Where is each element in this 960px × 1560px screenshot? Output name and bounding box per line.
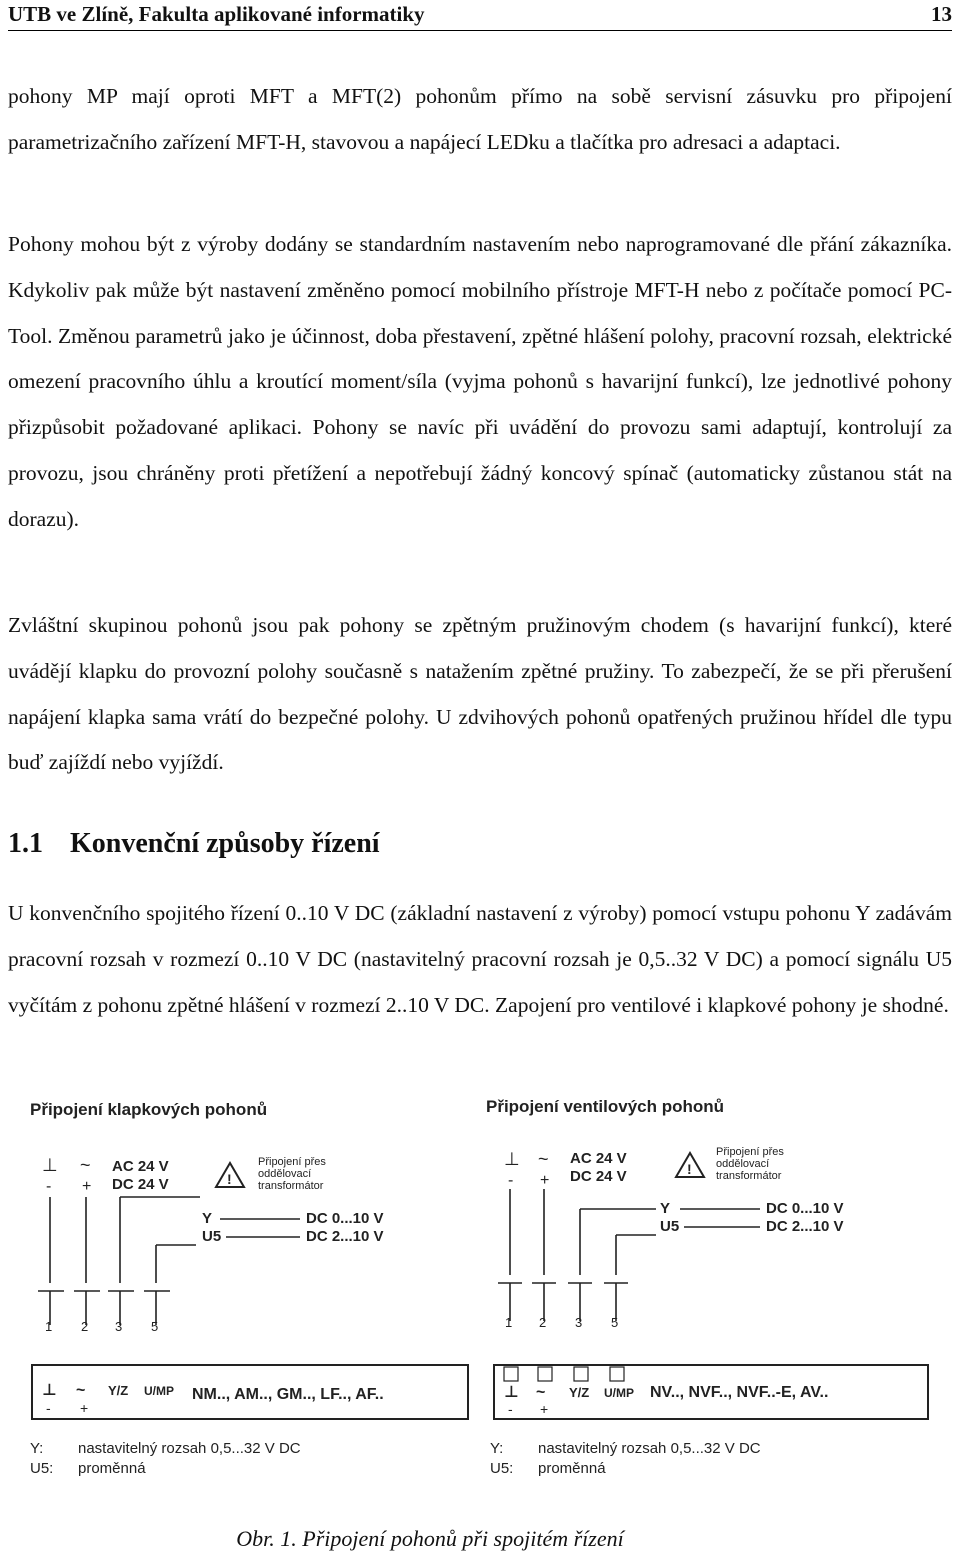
right-note-line-3: transformátor bbox=[716, 1170, 782, 1182]
right-terminal-box-3 bbox=[574, 1367, 588, 1381]
left-warning-mark: ! bbox=[227, 1171, 232, 1187]
right-bottom-tilde: ~ bbox=[536, 1384, 546, 1401]
right-bottom-plus: + bbox=[540, 1401, 549, 1417]
left-note-line-3: transformátor bbox=[258, 1180, 324, 1192]
right-models: NV.., NVF.., NVF..-E, AV.. bbox=[650, 1384, 829, 1401]
left-models: NM.., AM.., GM.., LF.., AF.. bbox=[192, 1386, 384, 1403]
left-bottom-ground: ⊥ bbox=[42, 1382, 57, 1399]
figure-caption: Obr. 1. Připojení pohonů při spojitém řízení bbox=[236, 1526, 624, 1551]
left-bottom-minus: - bbox=[46, 1400, 51, 1416]
left-y-range: DC 0...10 V bbox=[306, 1210, 384, 1227]
left-u5-range: DC 2...10 V bbox=[306, 1228, 384, 1245]
right-terminal-2: 2 bbox=[539, 1315, 547, 1330]
left-y-label: Y bbox=[202, 1210, 213, 1227]
right-y-label: Y bbox=[660, 1200, 671, 1217]
section-number: 1.1 bbox=[8, 828, 43, 859]
right-dc-label: DC 24 V bbox=[570, 1168, 627, 1185]
left-diagram bbox=[30, 1100, 468, 1419]
paragraph-1: pohony MP mají oproti MFT a MFT(2) pohonům přímo na sobě servisní zásuvku pro připojení parametrizačního zařízení MFT-H, stavovou a napájecí LEDku a tlačítka pro adresaci a adaptaci. bbox=[8, 84, 952, 154]
left-wires bbox=[38, 1197, 300, 1325]
page-header bbox=[8, 0, 952, 31]
right-terminal-box-2 bbox=[538, 1367, 552, 1381]
right-diagram bbox=[486, 1097, 928, 1419]
left-terminal-3: 3 bbox=[115, 1319, 123, 1334]
right-terminal-3: 3 bbox=[575, 1315, 583, 1330]
right-ground-symbol: ⊥ bbox=[504, 1149, 520, 1169]
left-terminal-5: 5 bbox=[151, 1319, 159, 1334]
paragraph-2: Pohony mohou být z výroby dodány se standardním nastavením nebo naprogramované dle přání zákazníka. Kdykoliv pak může být nastavení změněno pomocí mobilního přístroje MFT-H nebo z počítače pomocí PC-Tool. Změnou parametrů jako je účinnost, doba přestavení, zpětné hlášení polohy, pracovní rozsah, elektrické omezení pracovního úhlu a kroutící moment/síla (vyjma pohonů s havarijní funkcí), lze jednotlivé pohony přizpůsobit požadované aplikaci. Pohony se navíc při uvádění do provozu sami adaptují, kontrolují za provozu, jsou chráněny proti přetížení a nepotřebují žádný koncový spínač (automaticky zůstanou stát na dorazu). bbox=[8, 232, 952, 531]
legend-y-key: Y: bbox=[30, 1440, 44, 1457]
left-dc-label: DC 24 V bbox=[112, 1176, 169, 1193]
right-u5-label: U5 bbox=[660, 1218, 680, 1235]
legend-u5-value: proměnná bbox=[78, 1460, 146, 1477]
section-title: Konvenční způsoby řízení bbox=[70, 828, 380, 859]
left-terminal-1: 1 bbox=[45, 1319, 53, 1334]
right-bottom-yz: Y/Z bbox=[569, 1385, 590, 1400]
left-u5-label: U5 bbox=[202, 1228, 222, 1245]
legend-y-value: nastavitelný rozsah 0,5...32 V DC bbox=[78, 1440, 301, 1457]
left-bottom-tilde: ~ bbox=[76, 1382, 86, 1399]
left-note-line-1: Připojení přes bbox=[258, 1156, 326, 1168]
right-bottom-ump: U/MP bbox=[604, 1386, 634, 1400]
left-note-line-2: oddělovací bbox=[258, 1168, 312, 1180]
legend-u5-value-right: proměnná bbox=[538, 1460, 606, 1477]
left-ground-symbol: ⊥ bbox=[42, 1155, 58, 1175]
section-paragraph: U konvenčního spojitého řízení 0..10 V DC (základní nastavení z výroby) pomocí vstupu pohonu Y zadávám pracovní rozsah v rozmezí 0..10 V DC (nastavitelný pracovní rozsah je 0,5..32 V DC) a pomocí signálu U5 vyčítám z pohonu zpětné hlášení v rozmezí 2..10 V DC. Zapojení pro ventilové i klapkové pohony je shodné. bbox=[8, 901, 952, 1017]
left-minus-sign: - bbox=[46, 1178, 52, 1195]
left-bottom-yz: Y/Z bbox=[108, 1383, 129, 1398]
right-u5-range: DC 2...10 V bbox=[766, 1218, 844, 1235]
right-note-line-2: oddělovací bbox=[716, 1158, 770, 1170]
right-wires bbox=[498, 1189, 760, 1321]
right-note-line-1: Připojení přes bbox=[716, 1146, 784, 1158]
right-terminal-1: 1 bbox=[505, 1315, 513, 1330]
legend-u5-key-right: U5: bbox=[490, 1460, 514, 1477]
paragraph-3: Zvláštní skupinou pohonů jsou pak pohony se zpětným pružinovým chodem (s havarijní funkcí), které uvádějí klapku do provozní polohy současně s natažením zpětné pružiny. To zabezpečí, že se při přerušení napájení klapka sama vrátí do bezpečné polohy. U zdvihových pohonů opatřených pružinou hřídel dle typu buď zajíždí nebo vyjíždí. bbox=[8, 613, 952, 775]
right-bottom-minus: - bbox=[508, 1401, 513, 1417]
left-bottom-plus: + bbox=[80, 1400, 89, 1416]
figure-legend bbox=[30, 1440, 761, 1477]
left-bottom-ump: U/MP bbox=[144, 1384, 174, 1398]
right-terminal-box-1 bbox=[504, 1367, 518, 1381]
right-plus-sign: + bbox=[540, 1172, 550, 1189]
left-diagram-title: Připojení klapkových pohonů bbox=[30, 1100, 268, 1119]
right-warning-mark: ! bbox=[687, 1161, 692, 1177]
page-number: 13 bbox=[931, 2, 952, 26]
right-y-range: DC 0...10 V bbox=[766, 1200, 844, 1217]
left-terminal-2: 2 bbox=[81, 1319, 89, 1334]
left-plus-sign: + bbox=[82, 1178, 92, 1195]
right-tilde-symbol: ~ bbox=[538, 1149, 549, 1169]
wiring-figure bbox=[20, 1085, 950, 1505]
header-institution: UTB ve Zlíně, Fakulta aplikované informatiky bbox=[8, 2, 425, 26]
left-tilde-symbol: ~ bbox=[80, 1155, 91, 1175]
section-heading bbox=[8, 828, 380, 860]
legend-y-key-right: Y: bbox=[490, 1440, 504, 1457]
legend-u5-key: U5: bbox=[30, 1460, 54, 1477]
right-minus-sign: - bbox=[508, 1172, 514, 1189]
right-bottom-ground: ⊥ bbox=[504, 1384, 519, 1401]
left-ac-label: AC 24 V bbox=[112, 1158, 169, 1175]
right-terminal-5: 5 bbox=[611, 1315, 619, 1330]
right-diagram-title: Připojení ventilových pohonů bbox=[486, 1097, 725, 1116]
legend-y-value-right: nastavitelný rozsah 0,5...32 V DC bbox=[538, 1440, 761, 1457]
right-terminal-box-5 bbox=[610, 1367, 624, 1381]
right-ac-label: AC 24 V bbox=[570, 1150, 627, 1167]
